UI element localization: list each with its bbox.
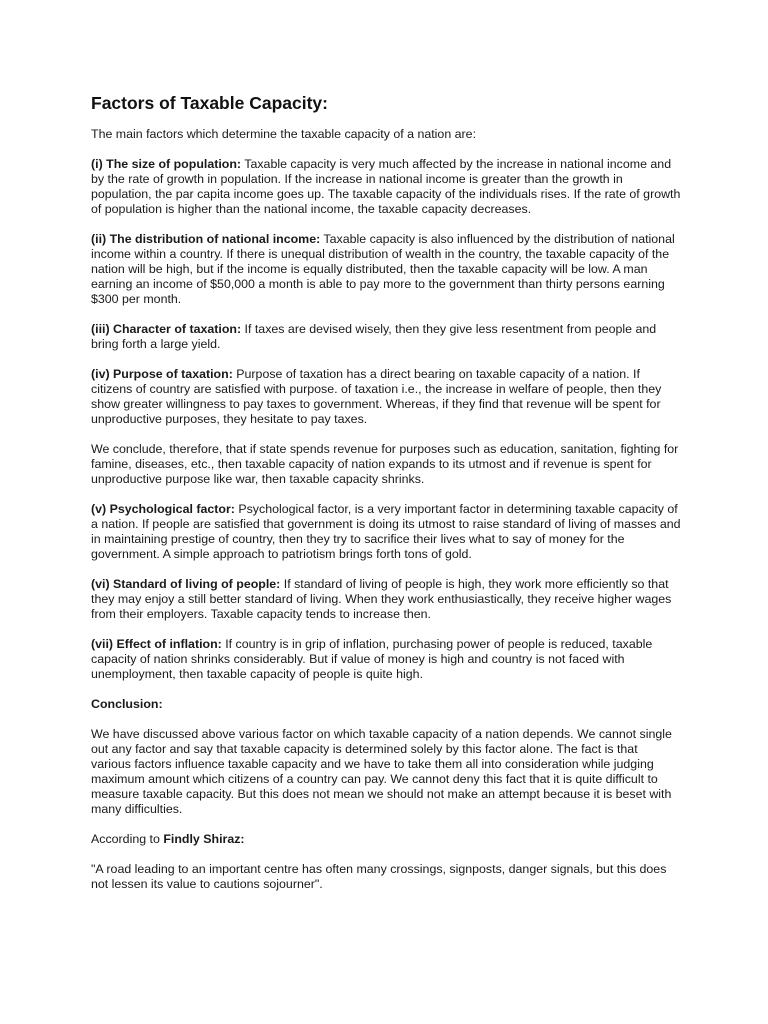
factor-paragraph-2 [91, 232, 681, 307]
factor-heading: (iv) Purpose of taxation: [91, 367, 233, 381]
quote-paragraph: "A road leading to an important centre has often many crossings, signposts, danger signals, but this does not lessen its value to cautions sojourner". [91, 862, 667, 891]
factor-text: If taxes are devised wisely, then they give less resentment from people and bring forth a large yield. [91, 322, 657, 351]
according-prefix: According to [91, 832, 164, 846]
factor-heading: (ii) The distribution of national income: [91, 232, 321, 246]
conclusion-heading-text: Conclusion: [91, 697, 163, 711]
document-page [91, 92, 681, 907]
factor-paragraph-4 [91, 367, 681, 427]
factor-heading: (v) Psychological factor: [91, 502, 235, 516]
according-line [91, 832, 681, 847]
intro-paragraph: The main factors which determine the taxable capacity of a nation are: [91, 127, 477, 141]
conclusion-paragraph: We have discussed above various factor on which taxable capacity of a nation depends. We cannot single out any factor and say that taxable capacity is determined solely by this factor alone. The fact is that various factors influence taxable capacity and we have to take them all into consideration while judging maximum amount which citizens of a country can pay. We cannot deny this fact that it is quite difficult to measure taxable capacity. But this does not mean we should not make an attempt because it is beset with many difficulties. [91, 727, 672, 816]
factor-text: Taxable capacity is also influenced by the distribution of national income within a country. If there is unequal distribution of wealth in the country, the taxable capacity of the nation will be high, but if the income is equally distributed, then the taxable capacity will be low. A man earning an income of $50,000 a month is able to pay more to the government than thirty persons earning $300 per month. [91, 232, 675, 306]
factor-paragraph-5 [91, 502, 681, 562]
factor-paragraph-3 [91, 322, 681, 352]
according-author: Findly Shiraz: [163, 832, 245, 846]
conclusion-heading [91, 697, 681, 712]
factor-text: Psychological factor, is a very important factor in determining taxable capacity of a nation. If people are satisfied that government is doing its utmost to raise standard of living of masses and in maintaining prestige of country, then they try to sacrifice their lives what to say of money for the government. A simple approach to patriotism brings forth tons of gold. [91, 502, 681, 561]
factor-heading: (vii) Effect of inflation: [91, 637, 222, 651]
conclude-paragraph: We conclude, therefore, that if state spends revenue for purposes such as education, sanitation, fighting for famine, diseases, etc., then taxable capacity of nation expands to its utmost and if revenue is spent for unproductive purpose like war, then taxable capacity shrinks. [91, 442, 679, 486]
factor-text: Taxable capacity is very much affected by the increase in national income and by the rate of growth in population. If the increase in national income is greater than the growth in population, the par capita income goes up. The taxable capacity of the individuals rises. If the rate of growth of population is higher than the national income, the taxable capacity decreases. [91, 157, 681, 216]
factor-heading: (i) The size of population: [91, 157, 242, 171]
factor-text: If country is in grip of inflation, purchasing power of people is reduced, taxable capacity of nation shrinks considerably. But if value of money is high and country is not faced with unemployment, then taxable capacity of people is quite high. [91, 637, 653, 681]
page-title: Factors of Taxable Capacity: [91, 93, 328, 113]
factor-paragraph-6 [91, 577, 681, 622]
factor-paragraph-7 [91, 637, 681, 682]
factor-heading: (iii) Character of taxation: [91, 322, 242, 336]
factor-text: If standard of living of people is high, they work more efficiently so that they may enjoy a still better standard of living. When they work enthusiastically, they receive higher wages from their employers. Taxable capacity tends to increase then. [91, 577, 672, 621]
factor-heading: (vi) Standard of living of people: [91, 577, 281, 591]
factor-text: Purpose of taxation has a direct bearing on taxable capacity of a nation. If citizens of country are satisfied with purpose. of taxation i.e., the increase in welfare of people, then they show greater willingness to pay taxes to government. Whereas, if they find that revenue will be spent for unproductive purposes, they hesitate to pay taxes. [91, 367, 662, 426]
factor-paragraph-1 [91, 157, 681, 217]
